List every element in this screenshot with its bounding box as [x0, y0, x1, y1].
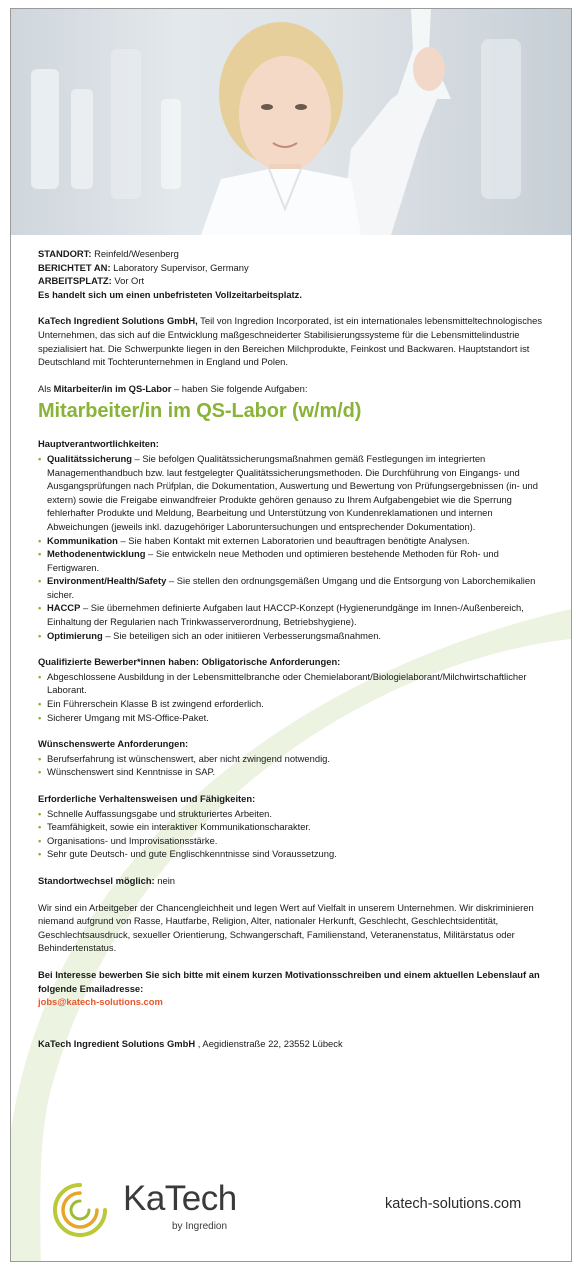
responsibilities-heading: Hauptverantwortlichkeiten:: [38, 438, 159, 450]
bullet-icon: •: [38, 602, 42, 614]
logo-name: KaTech: [123, 1179, 237, 1218]
job-ad-content: [38, 247, 550, 1063]
list-item: • Teamfähigkeit, sowie ein interaktiver Kommunikationscharakter.: [38, 821, 311, 833]
required-list: [38, 670, 550, 724]
bullet-icon: •: [38, 711, 42, 723]
list-item: • Sicherer Umgang mit MS-Office-Paket.: [38, 711, 209, 723]
bullet-icon: •: [38, 670, 42, 682]
workplace-line: ARBEITSPLATZ: Vor Ort: [38, 275, 145, 287]
bullet-icon: •: [38, 548, 42, 560]
responsibilities-list: [38, 452, 550, 642]
bullet-icon: •: [38, 807, 42, 819]
list-item: • Methodenentwicklung – Sie entwickeln neue Methoden und optimieren bestehende Methoden für Roh- und Fertigwaren.: [38, 548, 499, 573]
apply-instructions: Bei Interesse bewerben Sie sich bitte mit einem kurzen Motivationsschreiben und einem aktuellen Lebenslauf an folgende Emailadresse: jobs@katech-solutions.com: [38, 968, 540, 1008]
bullet-icon: •: [38, 834, 42, 846]
desired-heading: Wünschenswerte Anforderungen:: [38, 738, 189, 750]
website-link[interactable]: katech-solutions.com: [385, 1196, 522, 1212]
list-item: • Schnelle Auffassungsgabe und strukturiertes Arbeiten.: [38, 807, 272, 819]
job-ad-frame: [10, 8, 572, 1262]
bullet-icon: •: [38, 752, 42, 764]
list-item: • Environment/Health/Safety – Sie stellen den ordnungsgemäßen Umgang und die Entsorgung von Laborchemikalien sicher.: [38, 575, 536, 600]
contract-line: Es handelt sich um einen unbefristeten Vollzeitarbeitsplatz.: [38, 288, 302, 300]
role-intro: Als Mitarbeiter/in im QS-Labor – haben Sie folgende Aufgaben:: [38, 382, 308, 394]
job-meta: [38, 247, 550, 301]
hero-photo: [11, 9, 571, 235]
application-email-link[interactable]: jobs@katech-solutions.com: [38, 996, 163, 1008]
behaviors-list: [38, 807, 550, 861]
company-intro: KaTech Ingredient Solutions GmbH, Teil von Ingredion Incorporated, ist ein internationales lebensmitteltechnologisches Unternehmen, das sich auf die Entwicklung maßgeschneiderter Stabilisierungssysteme für die Lebensmittelindustrie spezialisiert hat. Die Schwerpunkte liegen in den Bereichen Milchprodukte, Feinkost und Backwaren. Hauptstandort ist Deutschland mit Tochterunternehmen in England und Polen.: [38, 315, 543, 368]
relocation-line: Standortwechsel möglich: nein: [38, 874, 176, 886]
bullet-icon: •: [38, 452, 42, 464]
katech-spiral-logo-icon: [49, 1179, 111, 1241]
bullet-icon: •: [38, 575, 42, 587]
list-item: • Abgeschlossene Ausbildung in der Lebensmittelbranche oder Chemielaborant/Biologielaborant/Milchwirtschaftlicher Laborant.: [38, 670, 527, 696]
list-item: • Ein Führerschein Klasse B ist zwingend erforderlich.: [38, 698, 264, 710]
bullet-icon: •: [38, 698, 42, 710]
reports-to-line: BERICHTET AN: Laboratory Supervisor, Germany: [38, 261, 249, 273]
bullet-icon: •: [38, 848, 42, 860]
list-item: • Kommunikation – Sie haben Kontakt mit externen Laboratorien und beauftragen benötigte Analysen.: [38, 534, 470, 546]
list-item: • Organisations- und Improvisationsstärke.: [38, 834, 218, 846]
list-item: • Wünschenswert sind Kenntnisse in SAP.: [38, 766, 216, 778]
location-line: STANDORT: Reinfeld/Wesenberg: [38, 248, 179, 259]
required-heading: Qualifizierte Bewerber*innen haben: Obligatorische Anforderungen:: [38, 656, 341, 668]
logo-subtitle: by Ingredion: [172, 1221, 228, 1232]
behaviors-heading: Erforderliche Verhaltensweisen und Fähigkeiten:: [38, 793, 256, 804]
bullet-icon: •: [38, 534, 42, 546]
equal-opportunity-statement: Wir sind ein Arbeitgeber der Chancengleichheit und legen Wert auf Vielfalt in unserem Unternehmen. Wir diskriminieren niemand aufgrund von Rasse, Hautfarbe, Religion, Alter, nationaler Herkunft, Geschlecht, Geschlechtsidentität, Geschlechtsausdruck, sexueller Orientierung, Schwangerschaft, Familienstand, Veteranenstatus, Militärstatus oder Behindertenstatus.: [38, 901, 534, 954]
list-item: • Optimierung – Sie beteiligen sich an oder initiieren Verbesserungsmaßnahmen.: [38, 629, 382, 641]
footer: [11, 1169, 571, 1259]
list-item: • Berufserfahrung ist wünschenswert, aber nicht zwingend notwendig.: [38, 752, 330, 764]
job-title: Mitarbeiter/in im QS-Labor (w/m/d): [38, 400, 362, 423]
bullet-icon: •: [38, 821, 42, 833]
bullet-icon: •: [38, 766, 42, 778]
list-item: • HACCP – Sie übernehmen definierte Aufgaben laut HACCP-Konzept (Hygienerundgänge im Innen-/Außenbereich, Einhaltung der Regularien nach Trinkwasserverordnung, Betriebshygiene).: [38, 602, 524, 628]
company-address: KaTech Ingredient Solutions GmbH , Aegidienstraße 22, 23552 Lübeck: [38, 1037, 343, 1049]
list-item: • Sehr gute Deutsch- und gute Englischkenntnisse sind Voraussetzung.: [38, 848, 337, 860]
desired-list: [38, 752, 550, 779]
list-item: • Qualitätssicherung – Sie befolgen Qualitätssicherungsmaßnahmen gemäß Festlegungen im integrierten Managementhandbuch bzw. laut festgelegter Qualitätssicherungsmethoden. Die Durchführung von Eingangs- und Ausgangsprüfungen nach Prüfplan, die Dokumentation, Auswertung und Bewertung von Prüfungsergebnissen (in- und extern) sowie die Freigabe einwandfreier Produkte gehören genauso zu Ihrem Aufgabengebiet wie die Sperrung fehlerhafter Produkte und Meldung, Bearbeitung und Unterstützung von Kundenreklamationen und internen Abweichungen (jeweils inkl. dazugehöriger Laboruntersuchungen und entsprechender Dokumentation).: [38, 452, 538, 532]
bullet-icon: •: [38, 629, 42, 641]
